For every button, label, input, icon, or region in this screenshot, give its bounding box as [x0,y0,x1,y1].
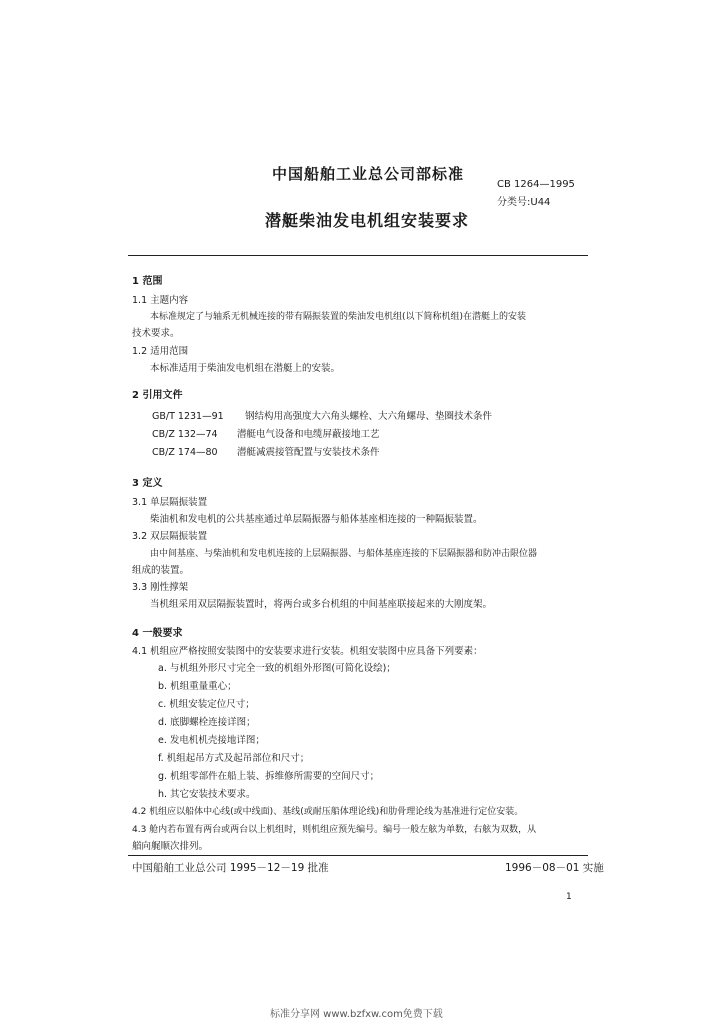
requirement-item: g. 机组零部件在船上装、拆维修所需要的空间尺寸； [158,771,380,782]
ref-title: 潜艇电气设备和电缆屏蔽接地工艺 [237,429,380,440]
organization-title: 中国船舶工业总公司部标准 [272,165,465,183]
section-1-1-heading: 1.1 主题内容 [132,295,189,306]
standard-code: CB 1264—1995 [497,179,575,190]
ref-title: 潜艇减震接管配置与安装技术条件 [237,447,380,458]
section-1-1-text-cont: 技术要求。 [132,328,180,339]
page-number: 1 [566,892,572,902]
section-3-3-heading: 3.3 刚性撑架 [132,582,189,593]
section-1-2-text: 本标准适用于柴油发电机组在潜艇上的安装。 [150,363,341,374]
requirement-item: d. 底脚螺栓连接详图； [158,717,256,728]
section-3-2-text: 由中间基座、与柴油机和发电机连接的上层隔振器、与船体基座连接的下层隔振器和防冲击限位器 [150,549,538,559]
section-3-heading: 3 定义 [132,478,163,489]
section-1-heading: 1 范围 [132,276,163,287]
implementation-date: 1996－08－01 实施 [505,862,604,874]
section-1-1-text: 本标准规定了与轴系无机械连接的带有隔振装置的柴油发电机组(以下简称机组)在潜艇上的安装 [150,312,527,322]
requirement-item: c. 机组安装定位尺寸； [158,699,255,710]
section-2-heading: 2 引用文件 [132,390,183,401]
requirement-item: h. 其它安装技术要求。 [158,789,256,800]
header-divider [128,255,588,256]
section-3-3-text: 当机组采用双层隔振装置时，将两台或多台机组的中间基座联接起来的大刚度架。 [150,599,493,610]
section-3-1-heading: 3.1 单层隔振装置 [132,497,208,508]
section-3-2-heading: 3.2 双层隔振装置 [132,531,208,542]
classification-number: 分类号:U44 [497,197,551,208]
section-4-3-text-cont: 艏向艉顺次排列。 [132,841,209,852]
section-4-3-text: 4.3 舱内若布置有两台或两台以上机组时，则机组应预先编号。编号一般左舷为单数，右舷为双数，从 [132,825,537,835]
requirement-item: a. 与机组外形尺寸完全一致的机组外形图(可简化设绘)； [158,663,396,674]
document-title: 潜艇柴油发电机组安装要求 [265,211,470,230]
requirement-item: f. 机组起吊方式及起吊部位和尺寸； [158,753,310,764]
approval-line: 中国船舶工业总公司 1995－12－19 批准 [132,862,329,874]
section-4-2-text: 4.2 机组应以船体中心线(或中线面)、基线(或耐压船体理论线)和肋骨理论线为基准进行定位安装。 [132,807,524,817]
footer-divider [128,855,588,856]
section-1-2-heading: 1.2 适用范围 [132,346,189,357]
ref-code: CB/Z 132—74 [152,429,218,440]
ref-code: GB/T 1231—91 [152,411,224,422]
section-3-2-text-cont: 组成的装置。 [132,565,190,576]
section-4-heading: 4 一般要求 [132,628,183,639]
ref-code: CB/Z 174—80 [152,447,218,458]
site-watermark: 标准分享网 www.bzfxw.com免费下载 [270,1009,443,1020]
requirement-item: b. 机组重量重心； [158,681,237,692]
ref-title: 钢结构用高强度大六角头螺栓、大六角螺母、垫圈技术条件 [245,411,493,422]
section-3-1-text: 柴油机和发电机的公共基座通过单层隔振器与船体基座相连接的一种隔振装置。 [150,514,483,525]
section-4-1-text: 4.1 机组应严格按照安装图中的安装要求进行安装。机组安装图中应具备下列要素： [132,646,483,657]
requirement-item: e. 发电机机壳接地详图； [158,735,265,746]
